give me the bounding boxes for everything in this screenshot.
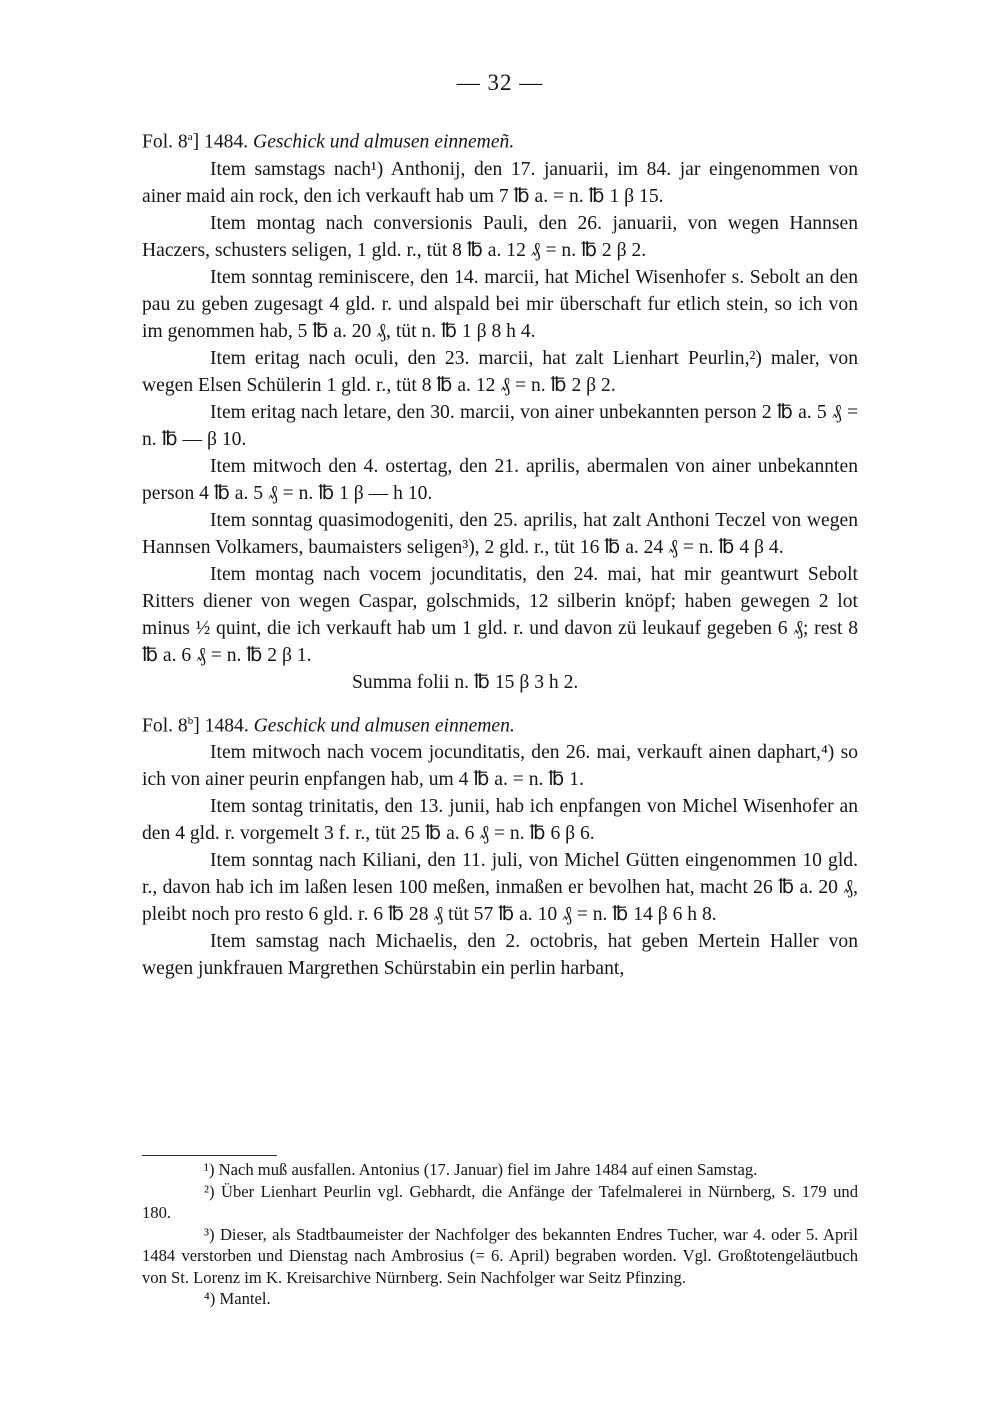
folio-year: ] 1484. — [193, 715, 249, 737]
folio-side: b — [187, 714, 194, 727]
folio-label: Fol. 8 — [142, 131, 188, 153]
footnote: ³) Dieser, als Stadtbaumeister der Nachfolger des bekannten Endres Tucher, war 4. oder 5. April 1484 verstorben und Dienstag nach Ambrosius (= 6. April) begraben worden. Vgl. Großtotengeläutbuch von St. Lorenz im K. Kreisarchive Nürnberg. Sein Nachfolger war Seitz Pfinzing. — [142, 1224, 858, 1287]
entry: Item samstags nach¹) Anthonij, den 17. januarii, im 84. jar eingenommen von ainer maid ain rock, den ich verkauft hab um 7 ℔ a. = n. ℔ 1 β 15. — [142, 158, 858, 207]
folio-heading-8a — [142, 124, 858, 156]
entry: Item sonntag quasimodogeniti, den 25. aprilis, hat zalt Anthoni Teczel von wegen Hannsen Volkamers, baumaisters seligen³), 2 gld. r., tüt 16 ℔ a. 24 ₰ = n. ℔ 4 β 4. — [142, 509, 858, 558]
folio-title: Geschick und almusen einnemeñ. — [253, 131, 515, 153]
footnote: ¹) Nach muß ausfallen. Antonius (17. Januar) fiel im Jahre 1484 auf einen Samstag. — [204, 1160, 758, 1179]
folio-title: Geschick und almusen einnemen. — [253, 715, 515, 737]
entry: Item samstag nach Michaelis, den 2. octobris, hat geben Mertein Haller von wegen junkfrauen Margrethen Schürstabin ein perlin harbant, — [142, 931, 858, 980]
entry: Item eritag nach oculi, den 23. marcii, hat zalt Lienhart Peurlin,²) maler, von wegen Elsen Schülerin 1 gld. r., tüt 8 ℔ a. 12 ₰ = n. ℔ 2 β 2. — [142, 347, 858, 396]
folio-heading-8b — [142, 708, 858, 740]
folio-summa: Summa folii n. ℔ 15 β 3 h 2. — [352, 671, 579, 693]
folio-year: ] 1484. — [192, 131, 249, 153]
entry: Item sontag trinitatis, den 13. junii, hab ich enpfangen von Michel Wisenhofer an den 4 gld. r. vorgemelt 3 f. r., tüt 25 ℔ a. 6 ₰ = n. ℔ 6 β 6. — [142, 796, 858, 845]
page-number: — 32 — — [456, 70, 544, 95]
entry: Item mitwoch den 4. ostertag, den 21. aprilis, abermalen von ainer unbekannten person 4 ℔ a. 5 ₰ = n. ℔ 1 β — h 10. — [142, 455, 858, 504]
entry: Item montag nach conversionis Pauli, den 26. januarii, von wegen Hannsen Haczers, schusters seligen, 1 gld. r., tüt 8 ℔ a. 12 ₰ = n. ℔ 2 β 2. — [142, 212, 858, 261]
entry: Item eritag nach letare, den 30. marcii, von ainer unbekannten person 2 ℔ a. 5 ₰ = n. ℔ — β 10. — [142, 401, 858, 450]
folio-label: Fol. 8 — [142, 715, 188, 737]
footnotes — [142, 1159, 858, 1310]
footnote: ⁴) Mantel. — [204, 1289, 271, 1308]
entry: Item montag nach vocem jocunditatis, den 24. mai, hat mir geantwurt Sebolt Ritters diener von wegen Caspar, golschmids, 12 silberin knöpf; haben gewegen 2 lot minus ½ quint, die ich verkauft hab um 1 gld. r. und davon zü leukauf gegeben 6 ₰; rest 8 ℔ a. 6 ₰ = n. ℔ 2 β 1. — [142, 563, 858, 666]
entry: Item sonntag reminiscere, den 14. marcii, hat Michel Wisenhofer s. Sebolt an den pau zu geben zugesagt 4 gld. r. und alspald bei mir überschaft fur etlich stein, so ich von im genommen hab, 5 ℔ a. 20 ₰, tüt n. ℔ 1 β 8 h 4. — [142, 266, 858, 342]
main-text — [142, 124, 858, 982]
entry: Item mitwoch nach vocem jocunditatis, den 26. mai, verkauft ainen daphart,⁴) so ich von ainer peurin enpfangen hab, um 4 ℔ a. = n. ℔ 1. — [142, 742, 858, 791]
entry: Item sonntag nach Kiliani, den 11. juli, von Michel Gütten eingenommen 10 gld. r., davon hab ich im laßen lesen 100 meßen, inmaßen er bevolhen hat, macht 26 ℔ a. 20 ₰, pleibt noch pro resto 6 gld. r. 6 ℔ 28 ₰ tüt 57 ℔ a. 10 ₰ = n. ℔ 14 β 6 h 8. — [142, 850, 858, 926]
folio-side: a — [187, 131, 193, 143]
footnote: ²) Über Lienhart Peurlin vgl. Gebhardt, die Anfänge der Tafelmalerei in Nürnberg, S. 179 und 180. — [142, 1181, 858, 1222]
footnote-divider — [142, 1155, 277, 1156]
